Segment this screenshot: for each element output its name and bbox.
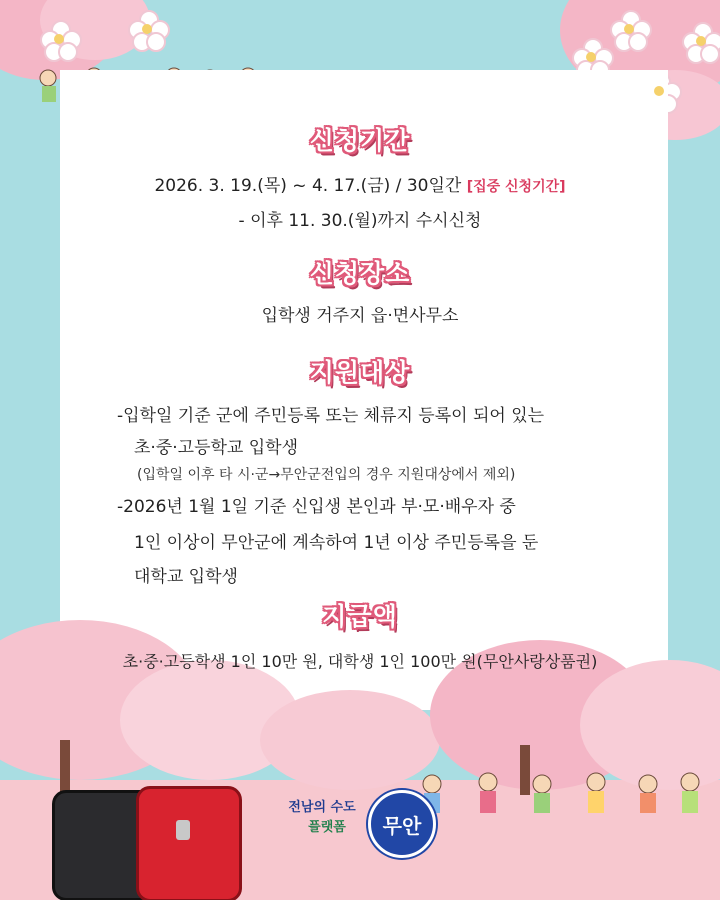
cherry-blossom-icon xyxy=(682,22,720,60)
section-title-eligibility: 지원대상 xyxy=(309,358,411,387)
section-title-place: 신청장소 xyxy=(309,259,411,288)
eligibility-item1-line2: 초·중·고등학교 입학생 xyxy=(134,438,299,458)
eligibility-item1-note: (입학일 이후 타 시·군→무안군전입의 경우 지원대상에서 제외) xyxy=(137,467,516,483)
eligibility-item2-line1: -2026년 1월 1일 기준 신입생 본인과 부·모·배우자 중 xyxy=(117,497,516,517)
children-illustration xyxy=(418,770,708,820)
section-title-amount: 지급액 xyxy=(322,602,398,631)
cherry-blossom-icon xyxy=(610,10,648,48)
backpack-buckle xyxy=(176,820,190,840)
cherry-blossom-icon xyxy=(40,20,78,58)
eligibility-item2-line2: 1인 이상이 무안군에 계속하여 1년 이상 주민등록을 둔 xyxy=(134,533,539,553)
amount-line-1: 초·중·고등학생 1인 10만 원, 대학생 1인 100만 원(무안사랑상품권) xyxy=(122,652,598,671)
eligibility-item2-line3: 대학교 입학생 xyxy=(134,567,238,587)
muan-logo xyxy=(282,790,442,854)
period-focus-tag: [집중 신청기간] xyxy=(466,179,566,195)
cherry-blossom-tree-mid xyxy=(260,690,440,790)
period-line-2: - 이후 11. 30.(월)까지 수시신청 xyxy=(238,211,482,231)
place-line-1: 입학생 거주지 읍·면사무소 xyxy=(261,306,459,326)
cherry-blossom-icon xyxy=(128,10,166,48)
section-title-period: 신청기간 xyxy=(309,126,411,155)
logo-name: 무안 xyxy=(382,814,422,838)
period-line-1 xyxy=(0,171,720,196)
eligibility-item1-line1: -입학일 기준 군에 주민등록 또는 체류지 등록이 되어 있는 xyxy=(117,406,545,426)
school-backpack-red xyxy=(136,786,242,900)
period-date-range: 2026. 3. 19.(목) ~ 4. 17.(금) / 30일간 xyxy=(154,176,462,196)
logo-circle xyxy=(368,790,436,858)
logo-slogan-line1: 전남의 수도 xyxy=(288,800,356,815)
logo-slogan-line2: 플랫폼 xyxy=(308,820,346,835)
